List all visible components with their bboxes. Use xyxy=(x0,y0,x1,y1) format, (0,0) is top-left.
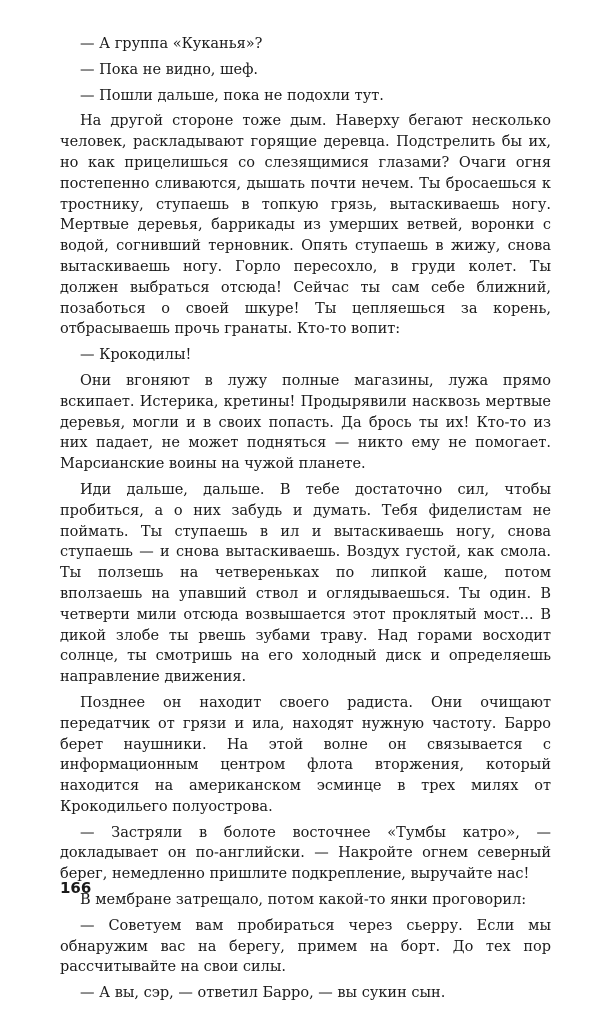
page-text xyxy=(60,34,551,1009)
paragraph: На другой стороне тоже дым. Наверху бегают несколько человек, раскладывают горящие деревца. Подстрелить бы их, но как прицелишься со слезящимися глазами? Очаги огня постепенно сливаются, дышать почти нечем. Ты бросаешься к тростнику, ступаешь в топкую грязь, вытаскиваешь ногу. Мертвые деревья, баррикады из умерших ветвей, воронки с водой, согнивший терновник. Опять ступаешь в жижу, снова вытаскиваешь ногу. Горло пересохло, в груди колет. Ты должен выбраться отсюда! Сейчас ты сам себе ближний, позаботься о своей шкуре! Ты цепляешься за корень, отбрасываешь прочь гранаты. Кто-то вопит: xyxy=(60,113,551,338)
page-number: 166 xyxy=(60,879,92,897)
paragraph: В мембране затрещало, потом какой-то янки проговорил: xyxy=(80,892,527,909)
dialogue-line: — Крокодилы! xyxy=(80,347,192,364)
paragraph: Они вгоняют в лужу полные магазины, лужа прямо вскипает. Истерика, кретины! Продырявили насквозь мертвые деревья, могли и в своих попасть. Да брось ты их! Кто-то из них падает, не может подняться — никто ему не помогает. Марсианские воины на чужой планете. xyxy=(60,372,551,473)
dialogue-line: — Советуем вам пробираться через сьерру. Если мы обнаружим вас на берегу, примем на борт. До тех пор рассчитывайте на свои силы. xyxy=(60,917,551,976)
dialogue-line: — А группа «Куканья»? xyxy=(80,36,263,52)
paragraph: Позднее он находит своего радиста. Они очищают передатчик от грязи и ила, находят нужную частоту. Барро берет наушники. На этой волне он связывается с информационным центром флота вторжения, который находится на американском эсминце в трех милях от Крокодильего полуострова. xyxy=(60,694,551,815)
paragraph: Иди дальше, дальше. В тебе достаточно сил, чтобы пробиться, а о них забудь и думать. Тебя фиделистам не поймать. Ты ступаешь в ил и вытаскиваешь ногу, снова ступаешь — и снова вытаскиваешь. Воздух густой, как смола. Ты ползешь на четвереньках по липкой каше, потом вползаешь на упавший ствол и оглядываешься. Ты один. В четверти мили отсюда возвышается этот проклятый мост... В дикой злобе ты рвешь зубами траву. Над горами восходит солнце, ты смотришь на его холодный диск и определяешь направление движения. xyxy=(60,481,551,686)
dialogue-line: — Застряли в болоте восточнее «Тумбы катро», — докладывает он по-английски. — Накройте огнем северный берег, немедленно пришлите подкрепление, выручайте нас! xyxy=(60,824,551,883)
dialogue-line: — Пока не видно, шеф. xyxy=(80,61,259,78)
dialogue-line: — А вы, сэр, — ответил Барро, — вы сукин сын. xyxy=(80,985,446,1002)
dialogue-line: — Пошли дальше, пока не подохли тут. xyxy=(80,87,384,104)
